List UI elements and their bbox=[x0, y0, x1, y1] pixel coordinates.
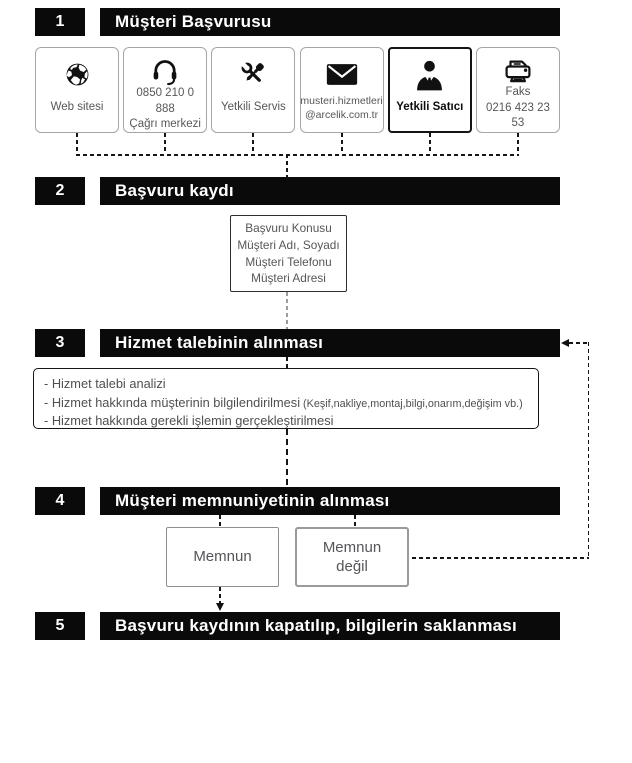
record-info-box bbox=[230, 215, 347, 292]
channel-label-line: Çağrı merkezi bbox=[129, 118, 201, 131]
channel-cagri-merkezi-label bbox=[126, 86, 204, 133]
step-3-bar bbox=[100, 329, 560, 357]
step-4-title: Müşteri memnuniyetinin alınması bbox=[115, 491, 390, 510]
headset-icon bbox=[150, 57, 180, 86]
feedback-line-bottom bbox=[412, 557, 589, 559]
connector-memnun-to-step5 bbox=[219, 587, 221, 604]
service-list-box bbox=[33, 368, 539, 429]
channel-label-line: Web sitesi bbox=[50, 101, 104, 114]
step-4-number: 4 bbox=[35, 487, 85, 515]
feedback-line-vertical bbox=[588, 342, 590, 558]
channel-label-line: Faks bbox=[505, 86, 531, 98]
step-2-title: Başvuru kaydı bbox=[115, 181, 234, 200]
connector-step4-to-memnun bbox=[219, 515, 221, 527]
not-satisfied-box bbox=[295, 527, 409, 587]
channel-yetkili-satici-label bbox=[396, 92, 463, 124]
channel-row bbox=[35, 47, 560, 133]
channel-cagri-merkezi bbox=[123, 47, 207, 133]
step-2-number: 2 bbox=[35, 177, 85, 205]
channel-faks-label bbox=[479, 85, 557, 132]
connector-collector-line bbox=[76, 154, 519, 156]
channel-yetkili-servis bbox=[211, 47, 295, 133]
step-1-bar bbox=[100, 8, 560, 36]
channel-label-line: musteri.hizmetleri bbox=[300, 94, 383, 107]
feedback-line-top bbox=[569, 342, 589, 344]
record-line: Başvuru Konusu bbox=[245, 221, 332, 235]
channel-yetkili-satici bbox=[388, 47, 472, 133]
arrowhead-left-step3 bbox=[561, 339, 569, 347]
envelope-icon bbox=[326, 57, 358, 91]
step-3-title: Hizmet talebinin alınması bbox=[115, 333, 324, 352]
record-line: Müşteri Adı, Soyadı bbox=[237, 237, 340, 252]
step-5-bar bbox=[100, 612, 560, 640]
connector-stub-4 bbox=[341, 133, 343, 154]
connector-stub-6 bbox=[517, 133, 519, 154]
connector-stub-1 bbox=[76, 133, 78, 154]
step-4-bar bbox=[100, 487, 560, 515]
not-satisfied-label: Memnun değil bbox=[322, 538, 382, 575]
tools-icon bbox=[238, 57, 268, 91]
satisfied-box bbox=[166, 527, 279, 587]
record-line: Müşteri Adresi bbox=[251, 271, 326, 286]
service-item: - Hizmet talebi analizi bbox=[44, 376, 166, 391]
channel-web-sitesi-label bbox=[51, 91, 104, 125]
connector-stub-3 bbox=[252, 133, 254, 154]
connector-step3-to-servicebox bbox=[286, 357, 288, 368]
connector-stub-2 bbox=[164, 133, 166, 154]
channel-label-line: @arcelik.com.tr bbox=[305, 109, 379, 121]
connector-record-to-step3 bbox=[286, 292, 288, 329]
step-3-number: 3 bbox=[35, 329, 85, 357]
connector-stub-5 bbox=[429, 133, 431, 154]
channel-yetkili-servis-label bbox=[221, 91, 286, 125]
channel-web-sitesi bbox=[35, 47, 119, 133]
globe-icon bbox=[64, 57, 91, 91]
connector-drop-to-step2 bbox=[286, 154, 288, 177]
step-5-number: 5 bbox=[35, 612, 85, 640]
channel-email-label bbox=[300, 91, 382, 125]
step-2-bar bbox=[100, 177, 560, 205]
service-item: - Hizmet hakkında müşterinin bilgilendirilmesi (Keşif,nakliye,montaj,bilgi,onarım,değişim vb.) bbox=[44, 394, 523, 410]
satisfied-label: Memnun bbox=[193, 548, 252, 566]
record-line: Müşteri Telefonu bbox=[245, 254, 332, 269]
channel-label-line: Yetkili Servis bbox=[220, 101, 286, 114]
service-item: - Hizmet hakkında gerekli işlemin gerçekleştirilmesi bbox=[44, 413, 334, 429]
channel-faks bbox=[476, 47, 560, 133]
connector-servicebox-to-step4 bbox=[286, 429, 288, 487]
channel-email bbox=[300, 47, 384, 133]
channel-label-line: Yetkili Satıcı bbox=[396, 101, 464, 114]
step-5-title: Başvuru kaydının kapatılıp, bilgilerin saklanması bbox=[115, 616, 517, 635]
step-1-title: Müşteri Başvurusu bbox=[115, 12, 272, 31]
fax-icon bbox=[503, 57, 533, 85]
channel-label-line: 0216 423 23 53 bbox=[485, 101, 550, 130]
salesman-icon bbox=[415, 58, 444, 92]
connector-step4-to-memnun-degil bbox=[354, 515, 356, 527]
channel-label-line: 0850 210 0 888 bbox=[136, 87, 194, 115]
step-1-number: 1 bbox=[35, 8, 85, 36]
arrowhead-down-step5 bbox=[216, 603, 224, 611]
